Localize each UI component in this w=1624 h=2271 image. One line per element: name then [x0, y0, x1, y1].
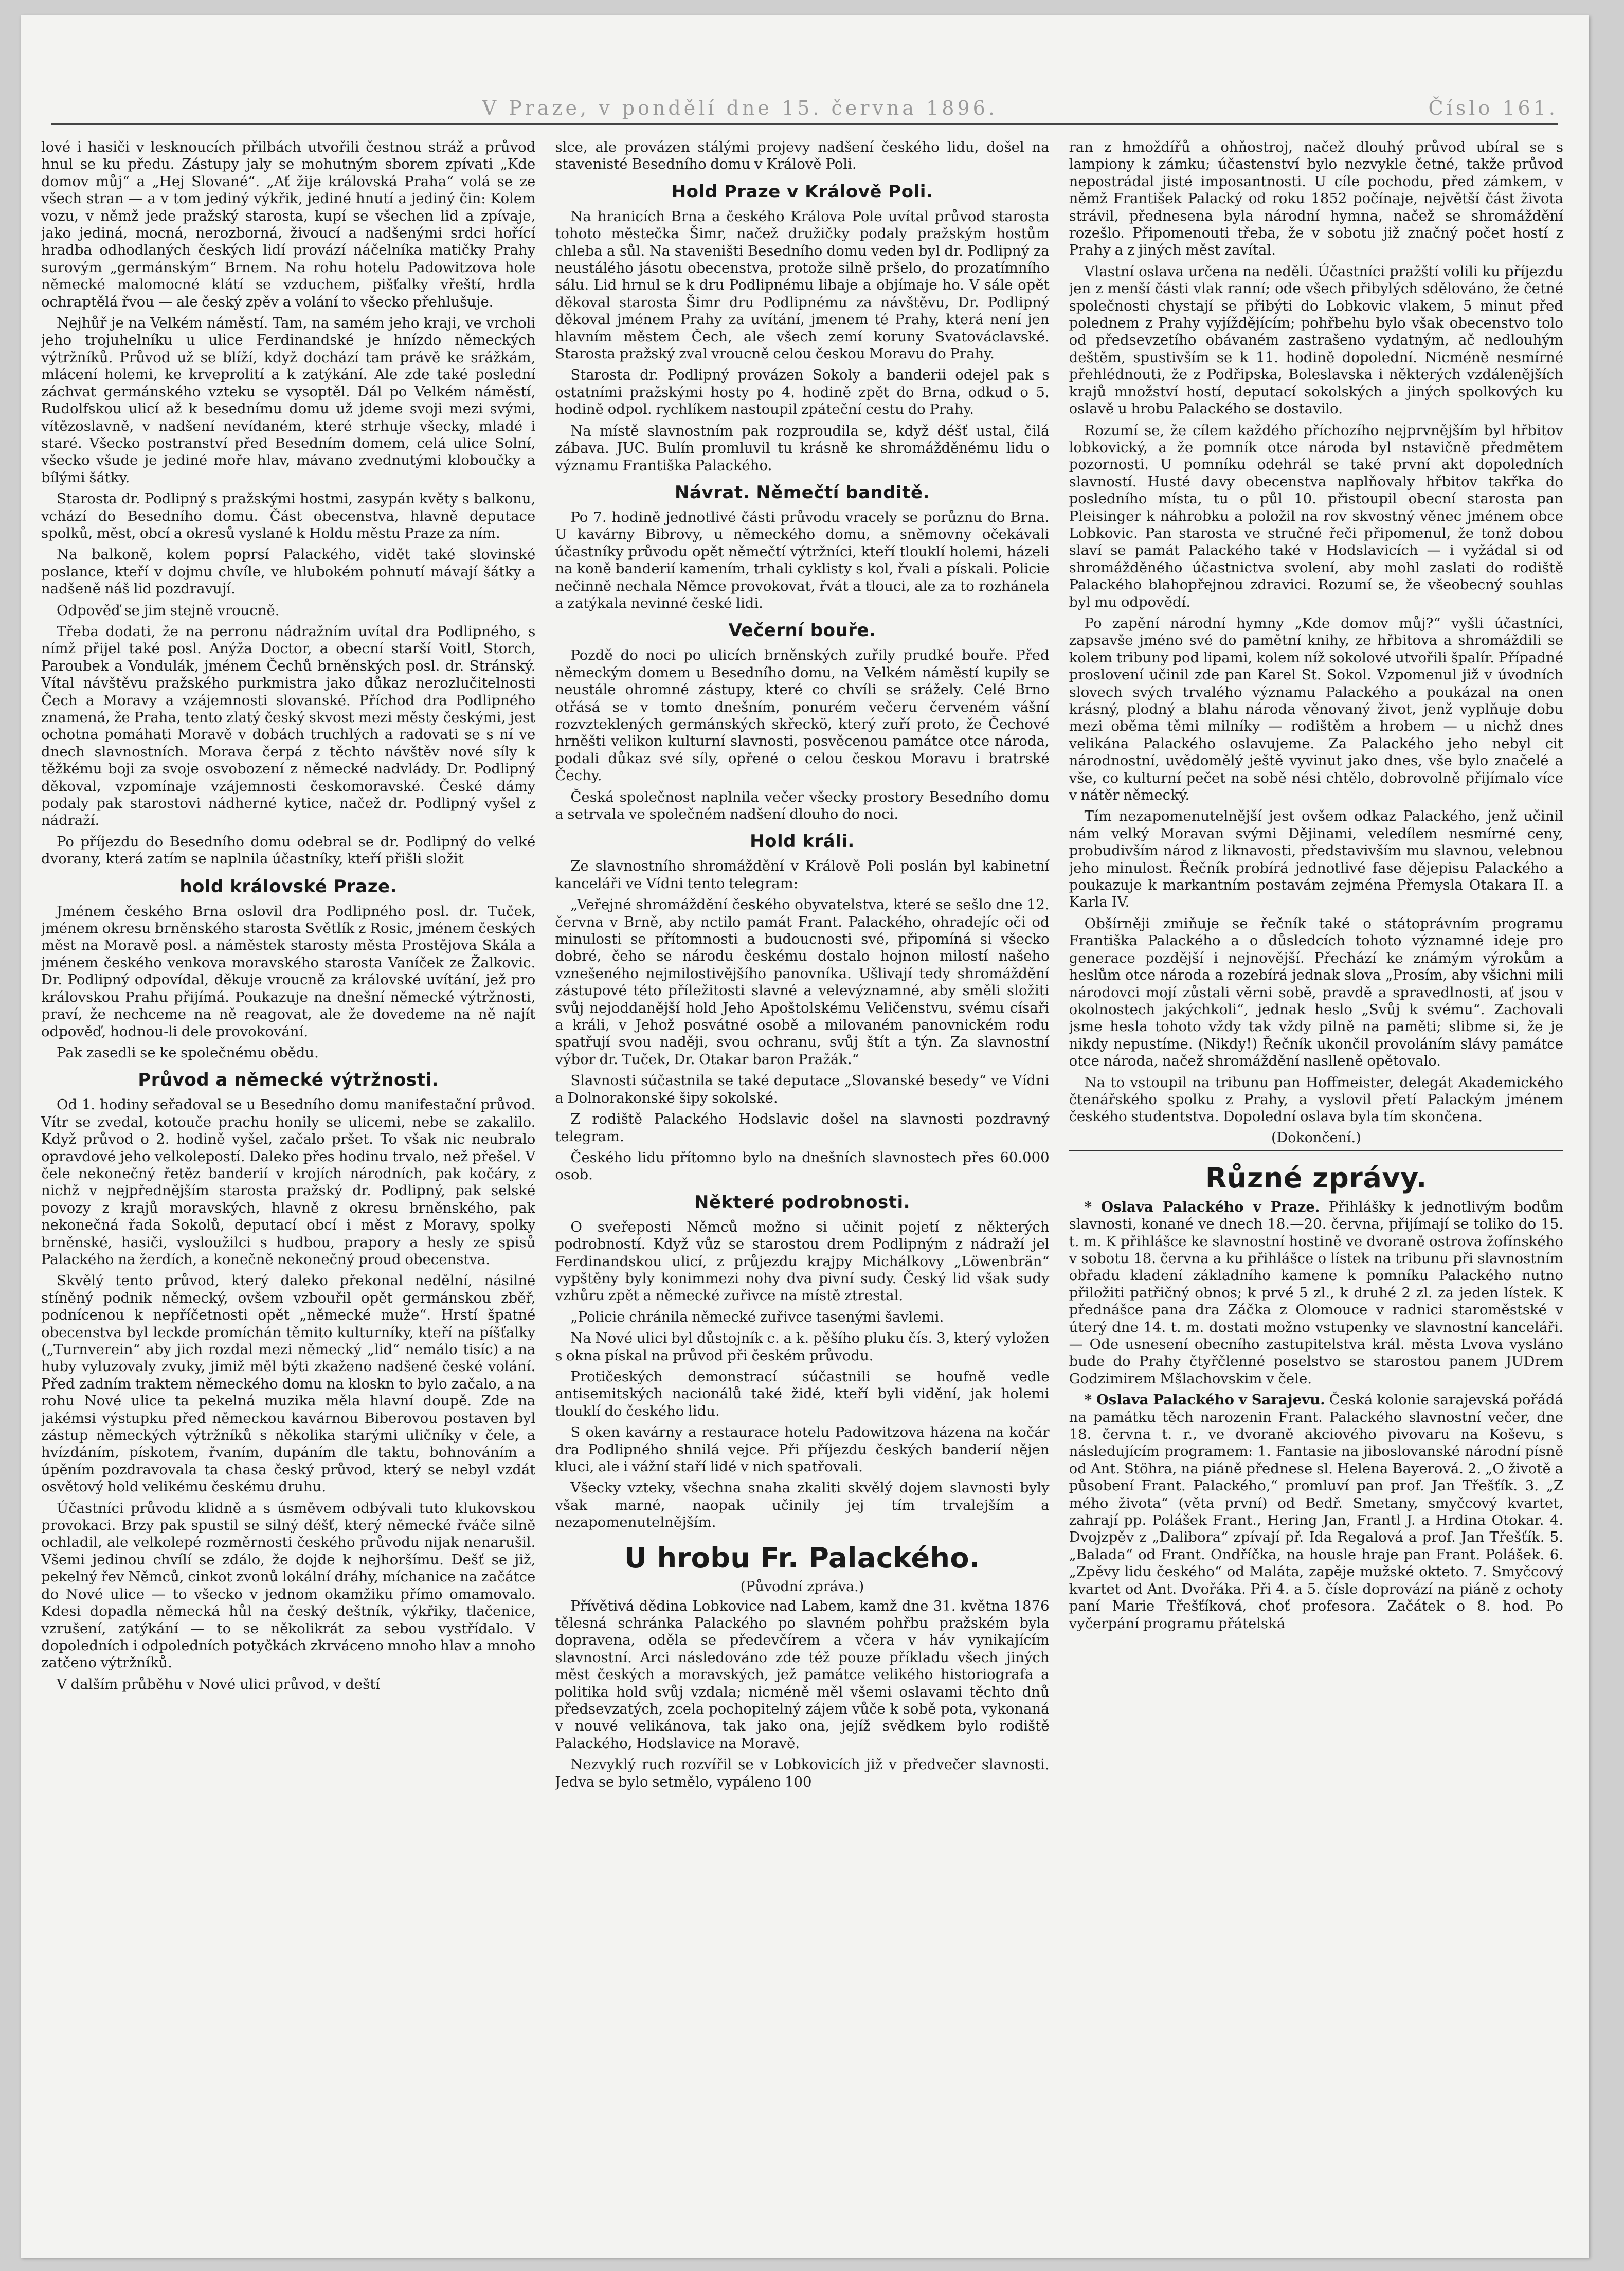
- paragraph: Jménem českého Brna oslovil dra Podlipného posl. dr. Tuček, jménem okresu brněnského starosta Světlík z Rosic, jménem českých měst na Moravě posl. a náměstek starosty města Prostějova Skála a jménem českého venkova moravského starosta Vaníček ze Žalkovic. Dr. Podlipný odpovídal, děkuje vroucně za královské uvítání, jež pro královskou Prahu přijímá. Poukazuje na dnešní německé výtržnosti, praví, že nechceme na ně reagovat, ale že dovedeme na ně najít odpověď, hodnou-li dele provokování.: [41, 903, 536, 1040]
- paragraph: Na to vstoupil na tribunu pan Hoffmeister, delegát Akademického čtenářského spolku z Prahy, a vyslovil přetí Palackým jménem českého studentstva. Dopolední oslava byla tím skončena.: [1069, 1074, 1563, 1125]
- paragraph: Obšírněji zmiňuje se řečník také o státoprávním programu Františka Palackého a o důsledcích tohoto významné ideje pro generace pozdější i nejnovější. Přechází ke známým výrokům a heslům otce národa a rozebírá jednak slova „Prosím, aby všichni mili národovci mojí zůstali věrni sobě, pravdě a spravedlnosti, ať jsou v okolnostech jakýchkoli“, jednak heslo „Svůj k svému“. Zachovali jsme hesla tohoto vždy tak vždy pilně na paměti; slibme si, že je nikdy nepustíme. (Nikdy!) Řečník ukončil provoláním slávy památce otce národa, načež shromáždění naslleně opětovalo.: [1069, 915, 1563, 1070]
- article-title: U hrobu Fr. Palackého.: [624, 1541, 981, 1574]
- section-heading: Průvod a německé výtržnosti.: [138, 1070, 439, 1091]
- paragraph: Na balkoně, kolem poprsí Palackého, vidět také slovinské poslance, kteří v dojmu chvíle, ve hlubokém pohnutí mávají šátky a nadšeně náš lid pozdravují.: [41, 546, 536, 598]
- section-heading: Hold králi.: [750, 831, 855, 852]
- paragraph: Pak zasedli se ke společnému obědu.: [57, 1044, 319, 1061]
- news-item-text: Přihlášky k jednotlivým bodům slavnosti, konané ve dnech 18.—20. června, přijímají se toliko do 15. t. m. K přihlášce ke slavnostní hostině ve dvoraně ostrova žofínského v sobotu 18. června a ku přihlášce o lístek na tribunu při slavnostním obřadu kladení základního kamene k pomníku Palackého nutno přiložiti patřičný obnos; k prvé 5 zl., k druhé 2 zl. za jeden lístek. K přednášce pana dra Záčka z Olomouce v radnici staroměstské v úterý dne 14. t. m. dostati možno vstupenky ve slavnostní kanceláři. — Ode usnesení obecního zastupitelstva král. města Lvova vysláno bude do Prahy čtyřčlenné poselstvo se starostou panem JUDrem Godzimirem Mšlachovskim v čele.: [1069, 1198, 1563, 1387]
- column-2: [555, 139, 1049, 2237]
- article-subtitle: (Původní zpráva.): [740, 1578, 864, 1595]
- paragraph: Třeba dodati, že na perronu nádražním uvítal dra Podlipného, s nímž přijel také posl. Anýža Doctor, a obecní starší Voitl, Storch, Paroubek a Vondulák, jménem Čechů brněnských posl. dr. Stránský. Vítal návštěvu pražského purkmistra jako důkaz nerozlučitelnosti Čech a Moravy a vzájemnosti slovanské. Příchod dra Podlipného znamená, že Praha, tento zlatý český skvost mezi městy českými, jest ochotna pomáhati Moravě v dobách truchlých a radovati se s ní ve dnech slavnostních. Morava čerpá z těchto návštěv nové síly k těžkému boji za svoje osvobození z německé nadvlády. Dr. Podlipný děkoval, vzpomínaje vzájemnosti českomoravské. České dámy podaly pak starostovi nádherné kytice, načež dr. Podlipný vyšel z nádraží.: [41, 623, 536, 829]
- paragraph: Tím nezapomenutelnější jest ovšem odkaz Palackého, jenž učinil nám velký Moravan svými Dějinami, veledílem nesmírné ceny, probudivším národ z liknavosti, představivším mu slavnou, velebnou jeho minulost. Řečník probírá jednotlivé fase dějepisu Palackého a poukazuje k markantním postavám zejména Přemysla Otakara II. a Karla IV.: [1069, 808, 1563, 911]
- running-head-issue: Číslo 161.: [1428, 97, 1558, 119]
- paragraph: Nezvyklý ruch rozvířil se v Lobkovicích již v předvečer slavnosti. Jedva se bylo setmělo, vypáleno 100: [555, 1756, 1050, 1790]
- section-heading: Některé podrobnosti.: [694, 1192, 911, 1213]
- paragraph: Účastníci průvodu klidně a s úsměvem odbývali tuto klukovskou provokaci. Brzy pak spustil se silný déšť, který německé řváče silně ochladil, ale velkolepé rozměrnosti českého průvodu nijak nenarušil. Všemi jedinou chvílí se zdálo, že dojde k nejhoršímu. Dešť se již, pekelný řev Němců, cinkot zvonů lokální dráhy, míchanice na začátce do Nové ulice — to všecko v jednom okamžiku přímo omamovalo. Kdesi dopadla německá hůl na český deštník, výkřiky, tlačenice, vzrušení, zatýkání — to se několikrát za sebou vystřídalo. V dopoledních i odpoledních potyčkách zkrváceno mnoho hlav a mnoho zatčeno výtržníků.: [41, 1500, 536, 1671]
- section-heading: Večerní bouře.: [728, 620, 876, 641]
- section-heading: Návrat. Němečtí banditě.: [675, 482, 930, 503]
- article-columns: [41, 139, 1563, 2237]
- paragraph: Všecky vzteky, všechna snaha zkaliti skvělý dojem slavnosti byly však marné, naopak učinily jej tím trvalejším a nezapomenutelnějším.: [555, 1480, 1050, 1531]
- paragraph: „Policie chránila německé zuřivce tasenými šavlemi.: [570, 1308, 944, 1325]
- news-item-text: Česká kolonie sarajevská pořádá na památku těch narozenin Frant. Palackého slavnostní večer, dne 18. června t. r., ve dvoraně akciového pivovaru na Koševu, s následujícím programem: 1. Fantasie na jiboslovanské národní písně od Ant. Stöhra, na piáně přednese sl. Helena Bayerová. 2. „O životě a působení Frant. Palackého,“ promluví pan prof. Jan Třešťík. 3. „Z mého života“ (věta první) od Bedř. Smetany, smyčcový kvartet, zahrají pp. Polášek Frant., Hering Jan, Frantl J. a Hrdina Otokar. 4. Dvojzpěv z „Dalibora“ zpívají př. Ida Regalová a prof. Jan Třešťík. 5. „Balada“ od Frant. Ondříčka, na housle hraje pan Frant. Polášek. 6. „Zpěvy lidu českého“ od Maláta, zapěje mužské okteto. 7. Smyčcový kvartet od Ant. Dvořáka. Při 4. a 5. čísle doprovází na piáně z ochoty paní Marie Třešťíková, choť profesora. Začátek o 8. hod. Po vyčerpání programu přátelská: [1069, 1392, 1563, 1632]
- paragraph: Přívětivá dědina Lobkovice nad Labem, kamž dne 31. května 1876 tělesná schránka Palackého po slavném pohřbu pražském byla dopravena, oděla se předevčírem a včera v háv vynikajícím slavnostní. Arci následováno zde též pouze příkladu všech jiných měst českých a moravských, jež památce velikého historiografa a politika hold svůj vzdala; nicméně měl všemi oslavami těchto dnů předsevzatých, zcela pochopitelný zájem vůče k sobě pota, vykonaná v nouvé velikánova, tak jako ona, jejíž svědkem bylo rodiště Palackého, Hodslavice na Moravě.: [555, 1597, 1050, 1752]
- paragraph: Rozumí se, že cílem každého příchozího nejprvnějším byl hřbitov lobkovický, a že pomník otce národa byl nstavičně předmětem pozornosti. U pomníku odehrál se také první akt dopoledních slavností. Husté davy obecenstva naplňovaly hřbitov takřka do posledního místa, tu o půl 10. přistoupil obecní starosta pan Pleisinger k náhrobku a položil na rov skvostný věnec jménem obce Lobkovic. Pan starosta ve stručné řeči připomenul, že tonž dobou slaví se památ Palackého také v Hodslavicích — i vyžádal si od shromážděného účastnictva svolení, aby mohl zaslati do rodiště Palackého blahopřejnou zdravici. Rozumí se, že všeobecný souhlas byl mu odpovědí.: [1069, 422, 1563, 610]
- paragraph: Pozdě do noci po ulicích brněnských zuřily prudké bouře. Před německým domem u Besedního domu, na Velkém náměstí kupily se neustále ohromné zástupy, které co chvíli se srážely. Celé Brno otřásá se v tomto dnešním, ponurém večeru červeném vášní rozvzteklených germánských skřeckö, který zuří proto, že Čechové hrněšti velikon kulturní slavnosti, posvěcenou památce otce národa, podali důkaz své síly, opřené o celou českou Moravu i bratrské Čechy.: [555, 647, 1050, 784]
- running-head-date: V Praze, v pondělí dne 15. června 1896.: [482, 97, 998, 119]
- paragraph: Od 1. hodiny seřadoval se u Besedního domu manifestační průvod. Vítr se zvedal, kotouče prachu honily se ulicemi, nebe se zakalilo. Když průvod o 2. hodině vyšel, začalo pršet. To však nic neubralo opravdové jeho velkolepostí. Daleko přes hodinu trvalo, než přešel. V čele nekonečný řetěz banderií v krojích národních, pak kočáry, z nichž v nejpřednějším starosta pražský dr. Podlipný, pak selské povozy z krajů moravských, hlavně z okresu brněnského, pak nekonečná řada Sokolů, deputací obcí i měst z Moravy, spolky brněnské, hasiči, vysloužilci s hudbou, prapory a hesly ze spisů Palackého na žerdích, a konečně nekonečný proud obecenstva.: [41, 1096, 536, 1268]
- paragraph: S oken kavárny a restaurace hotelu Padowitzova házena na kočár dra Podlipného shnilá vejce. Při příjezdu českých banderií nějen kluci, ale i vážní staří lidé v nich spatřovali.: [555, 1424, 1050, 1475]
- section-heading: Hold Praze v Králově Poli.: [671, 181, 933, 202]
- continuation-note: (Dokončení.): [1271, 1129, 1361, 1146]
- paragraph: Česká společnost naplnila večer všecky prostory Besedního domu a setrvala ve společném nadšení dlouho do noci.: [555, 788, 1050, 822]
- paragraph: Starosta dr. Podlipný provázen Sokoly a banderii odejel pak s ostatními pražskými hosty po 4. hodině zpět do Brna, odkud o 5. hodině odpol. rychlíkem nastoupil zpáteční cestu do Prahy.: [555, 367, 1050, 418]
- paragraph: Odpověď se jim stejně vroucně.: [57, 602, 280, 619]
- column-3: [1069, 139, 1563, 2237]
- paragraph: Nejhůř je na Velkém náměstí. Tam, na samém jeho kraji, ve vrcholi jeho trojuhelníku u ulice Ferdinandské je hnízdo německých výtržníků. Průvod už se blíží, když dochází tam právě ke srážkám, mlácení holemi, ke krveprolití a k zatýkání. Ale zde také poslední záchvat germánského vzteku se vysoptěl. Dál po Velkém náměstí, Rudolfskou ulicí až k besednímu domu už jdeme svoji mezi svými, vítězoslavně, v nadšení nevídaném, které strhuje všecky, mladé i staré. Všecko postranství před Besedním domem, celá ulice Solní, všecko všude je jediné moře hlav, mávano zvednutými kloboučky a bílými šátky.: [41, 315, 536, 486]
- news-item-lead: * Oslava Palackého v Sarajevu.: [1084, 1392, 1325, 1409]
- paragraph: Slavnosti súčastnila se také deputace „Slovanské besedy“ ve Vídni a Dolnorakonské šipy sokolské.: [555, 1072, 1050, 1106]
- paragraph: Na Nové ulici byl důstojník c. a k. pěšího pluku čís. 3, který vyložen s okna pískal na průvod při českém průvodu.: [555, 1330, 1050, 1364]
- paragraph: slce, ale provázen stálými projevy nadšení českého lidu, došel na stavenisté Besedního domu v Králově Poli.: [555, 139, 1050, 173]
- paragraph: Na hranicích Brna a českého Králova Pole uvítal průvod starosta tohoto městečka Šimr, načež družičky podaly pražským hostům chleba a sůl. Na staveništi Besedního domu veden byl dr. Podlipný za neustálého jásotu obecenstva, protože silně pršelo, do prozatímního sálu. Lid hrnul se k dru Podlipnému libaje a objímaje ho. V sále opět děkoval starosta Šimr dru Podlipnému za návštěvu, Dr. Podlipný děkoval jménem Prahy za uvítání, jmenem té Prahy, která není jen hlavním městem Čech, ale všech zemí koruny Svatováclavské. Starosta pražský zval vroucně celou českou Moravu do Prahy.: [555, 208, 1050, 363]
- paragraph: Po 7. hodině jednotlivé části průvodu vracely se porůznu do Brna. U kavárny Bibrovy, u německého domu, a sněmovny očekávali účastníky průvodu opět němečtí výtržníci, kteří tlouklí holemi, házeli na koně banderií kamením, trhali cyklisty s kol, řvali a pískali. Policie nečinně nechala Němce provokovat, řvát a tlouci, ale za to rozhánela a zatýkala nevinné české lidi.: [555, 509, 1050, 611]
- paragraph: lové i hasiči v lesknoucích přilbách utvořili čestnou stráž a průvod hnul se ku předu. Zástupy jaly se mohutným sborem zpívati „Kde domov můj“ a „Hej Slované“. „Ať žije královská Praha“ volá se ze všech stran — a v tom jediný výkřik, jediné hnutí a jediný čin: Kolem vozu, v němž jede pražský starosta, kupí se všechen lid a zpívaje, jako jediná, mocná, nerozborná, živoucí a nadšenými srdci hořící hradba odhodlaných českých lidí provází náčelníka matičky Prahy surovým „germánským“ Brnem. Na rohu hotelu Padowitzova hole německé malomocné klátí se vzduchem, pišťalky vřeští, hrdla ochraptělá řvou — ale český zpěv a volání to všecko přehlušuje.: [41, 139, 536, 310]
- running-head: [51, 93, 1558, 125]
- paragraph: Z rodiště Palackého Hodslavic došel na slavnosti pozdravný telegram.: [555, 1111, 1050, 1145]
- paragraph: Českého lidu přítomno bylo na dnešních slavnostech přes 60.000 osob.: [555, 1149, 1050, 1183]
- paragraph: V dalším průběhu v Nové ulici průvod, v deští: [57, 1675, 381, 1692]
- paragraph: Skvělý tento průvod, který daleko překonal nedělní, násilné stíněný podnik německý, ovšem vzbouřil opět germánskou zběř, podnícenou k nepříčetnosti opět „německé muže“. Hrstí špatné obecenstva byl leckde promíchán těmito kulturníky, kteří na píšťalky („Turnverein“ aby jich rozdal mezi německý „lid“ nemálo tisíc) a na huby vyluzovaly zvuky, jimiž měl býti zkaženo nadšené české volání. Před zadním traktem německého domu na kloskn to bylo začalo, a na rohu Nové ulice ta pekelná muzika měla hlavní doupě. Zde na jakémsi výstupku před německou kavárnou Biberovou postaven byl zástup německých výtržníků s několika starými uličníky v čele, a hvízdáním, pískotem, řvaním, dupáním dle taktu, bohnováním a úpěním pozdravovala ta chasa český průvod, který se nebyl vzdát osvětový hold velikému českému druhu.: [41, 1272, 536, 1495]
- paragraph: Vlastní oslava určena na neděli. Účastníci pražští volili ku příjezdu jen z menší části vlak ranní; ode všech přibylých sdělováno, že četné společnosti chystají se přibýti do Lobkovic vlakem, 5 minut před polednem z Prahy vyjíždějícím; pohřbehu bylo však obecenstvo tolo od předsevzetího obávaném zastrašeno vydatným, ač nedlouhým deštěm, spustivším se k 11. hodině dopolední. Nicméně nesmírné přehlédnouti, že z Podřipska, Boleslavska i některých vzdálenějších krajů množství hostí, deputací sokolských a jiných spolkových ku oslavě u hrobu Palackého se dostavilo.: [1069, 263, 1563, 418]
- news-item-lead: * Oslava Palackého v Praze.: [1084, 1198, 1320, 1215]
- paragraph: Po zapění národní hymny „Kde domov můj?“ vyšli účastníci, zapsavše jméno své do pamětní knihy, ze hřbitova a shromáždili se kolem tribuny pod lipami, kolem níž sokolové utvořili špalír. Případné proslovení učinil zde pan Karel St. Sokol. Vzpomenul již v úvodních slovech svých trvalého významu Palackého a poukázal na onen krásný, plodný a blahu národa věnovaný život, jenž vyplňuje dobu mezi oběma těmi milníky — rodištěm a hrobem — u nichž dnes velikána Palackého oslavujeme. Za Palackého jeho nebyl cit národnostní, uvědomělý ještě vyvinut jako dnes, vše bylo značelé a vše, co kulturní pečet na sobě nési chtělo, dobrovolně přijímalo více v nátěr německý.: [1069, 615, 1563, 804]
- column-1: [41, 139, 535, 2237]
- paragraph: Na místě slavnostním pak rozproudila se, když déšť ustal, čilá zábava. JUC. Bulín promluvil tu krásně ke shromážděnému lidu o významu Františka Palackého.: [555, 422, 1050, 474]
- news-item: [1069, 1199, 1563, 1387]
- paragraph: Protičeských demonstrací súčastnili se houfně vedle antisemitských nacionálů také židé, kteří byli vidění, jak holemi tlouklí do českého lidu.: [555, 1368, 1050, 1419]
- telegram-text: „Veřejné shromáždění českého obyvatelstva, které se sešlo dne 12. června v Brně, aby nctilo památ Frant. Palackého, ohradejíc oči od minulosti se přítomnosti a budoucnosti své, připomíná si všecko dobré, čeho se národu českému dostalo hojnon milostí našeho vznešeného nejmilostivějšího panovníka. Ušlivají tedy shromáždění zástupové této příležitosti slavné a velevýznamné, aby směli složiti svůj nejoddanější hold Jeho Apoštolskému Veličenstvu, svému císaři a králi, v Jehož posvátné osobě a milovaném panovnickém rodu spatřují svou naději, svou ochranu, svůj štít a týn. Za slavnostní výbor dr. Tuček, Dr. Otakar baron Pražák.“: [555, 896, 1050, 1068]
- section-title: Různé zprávy.: [1205, 1161, 1427, 1194]
- paragraph: O sveřeposti Němců možno si učinit pojetí z některých podrobností. Když vůz se starostou drem Podlipným z nádraží jel Ferdinandskou ulicí, z průjezdu krajpy Michálkovy „Löwenbrän“ vypštěny byly konimmezi nohy dva pivní sudy. Český lid však sudy vzhůru zpět a německé zuřivce na místě ztrestal.: [555, 1218, 1050, 1304]
- paragraph: Ze slavnostního shromáždění v Králově Poli poslán byl kabinetní kanceláři ve Vídni tento telegram:: [555, 858, 1050, 892]
- news-item: [1069, 1392, 1563, 1632]
- section-heading: hold královské Praze.: [179, 876, 397, 897]
- paragraph: ran z hmoždířů a ohňostroj, načež dlouhý průvod ubíral se s lampiony k zámku; účastenství bylo nezvykle četné, takže průvod nepostrádal jisté imposantnosti. U cíle pochodu, před zámkem, v němž František Palacký od roku 1852 počínaje, největší část života strávil, přednesena byla národní hymna, načež se shromáždění rozešlo. Připomenouti třeba, že v sobotu již značný počet hostí z Prahy a z jiných měst zavítal.: [1069, 139, 1563, 259]
- section-divider: [1069, 1150, 1563, 1151]
- paragraph: Po příjezdu do Besedního domu odebral se dr. Podlipný do velké dvorany, která zatím se naplnila účastníky, kteří přišli složit: [41, 833, 536, 868]
- newspaper-page: [21, 15, 1589, 2258]
- paragraph: Starosta dr. Podlipný s pražskými hostmi, zasypán květy s balkonu, vchází do Besedního domu. Část obecenstva, hlavně deputace spolků, měst, obcí a okresů vyslané k Holdu městu Praze za ním.: [41, 491, 536, 542]
